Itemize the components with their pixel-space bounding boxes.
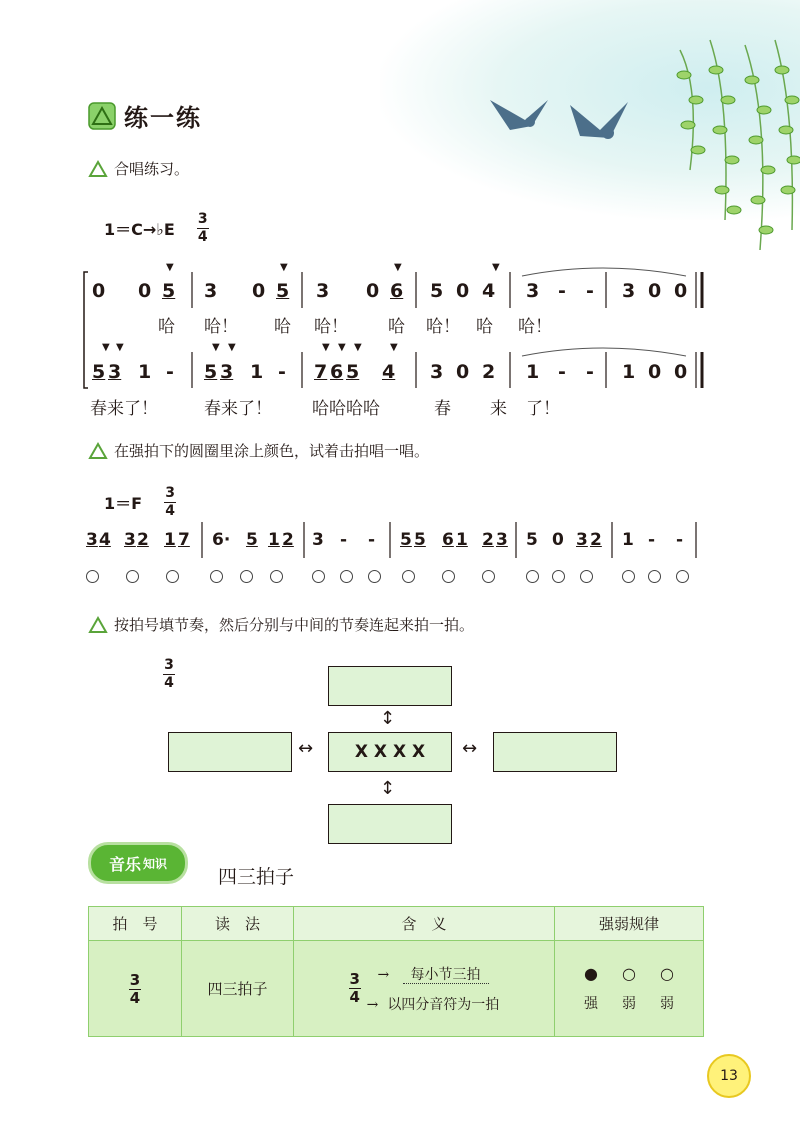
beat-circle[interactable] [166,570,179,583]
arrow-left-right-icon: ↔ [298,738,314,759]
time-signature-table [88,906,704,1037]
note: 4 [382,361,396,383]
note: 3 [312,530,324,550]
beat-circle[interactable] [270,570,283,583]
lyrics-line-1 [92,312,712,336]
arrow-up-down-icon: ↕ [380,778,396,799]
lyric: 哈！ [314,317,348,337]
note: 0 [138,280,152,302]
center-rhythm: X X X X [354,742,426,762]
note: 5 [400,530,412,550]
header-cell: 读 法 [182,907,294,941]
exercise-2-melody [86,530,706,560]
arrow-up-down-icon: ↕ [380,708,396,729]
note: 1 [268,530,280,550]
lyric: 春来了！ [90,399,158,419]
lyric: 哈 [476,317,493,337]
note: 0 [552,530,564,550]
note: 5 [246,530,258,550]
rhythm-box-top[interactable] [328,666,452,706]
note: 3 [496,530,508,550]
triangle-instrument-icon [88,159,108,179]
note: 2 [482,530,494,550]
bird-icon [570,102,628,139]
note: 5 [276,280,290,302]
note: 3 [316,280,330,302]
header-cell: 含 义 [294,907,555,941]
lyric: 哈 [158,317,175,337]
note: - [586,361,594,383]
note: 0 [674,361,688,383]
svg-text:▼: ▼ [102,342,110,353]
beat-circle[interactable] [676,570,689,583]
beat-circle[interactable] [526,570,539,583]
header-cell: 拍 号 [89,907,182,941]
note: 4 [482,280,496,302]
note: 3 [576,530,588,550]
rhythm-box-center [328,732,452,772]
note: 5 [526,530,538,550]
section-header [88,98,202,133]
music-knowledge-badge: 音乐 知识 [88,842,188,884]
bird-icon [490,100,548,130]
note: - [166,361,174,383]
time-signature: 3 4 [165,485,175,519]
note: 1 [164,530,176,550]
lyric: 哈！ [518,317,552,337]
note: - [676,530,684,550]
reading-cell: 四三拍子 [182,941,294,1037]
beat-circle[interactable] [402,570,415,583]
note: - [648,530,656,550]
note: 2 [482,361,496,383]
beat-circle[interactable] [340,570,353,583]
note: 3 [204,280,218,302]
beat-circle[interactable] [442,570,455,583]
beat-circle[interactable] [580,570,593,583]
lyrics-line-2 [90,394,710,418]
note: 0 [648,280,662,302]
note: 1 [526,361,540,383]
willow-and-birds-illustration [470,30,800,260]
note: 3 [220,361,234,383]
knowledge-title: 四三拍子 [218,866,295,888]
rhythm-box-bottom[interactable] [328,804,452,844]
sig-cell: $\frac{3}{4}$ [89,941,182,1037]
note: 5 [204,361,218,383]
svg-text:▼: ▼ [354,342,362,353]
note: 7 [178,530,190,550]
note: 7 [314,361,328,383]
note: 5 [92,361,106,383]
note: 1 [250,361,264,383]
note: 0 [456,280,470,302]
note: 3 [86,530,98,550]
note: 0 [648,361,662,383]
triangle-badge-icon [88,102,116,130]
note: 3 [430,361,444,383]
lyric: 春 [434,399,451,419]
note: 6· [212,530,231,550]
note: 3 [124,530,136,550]
svg-text:▼: ▼ [322,342,330,353]
note: 0 [366,280,380,302]
note: 6 [390,280,404,302]
header-cell: 强弱规律 [555,907,704,941]
triangle-instrument-icon [88,615,108,635]
score-line-1 [92,280,712,306]
note: 6 [442,530,454,550]
page-number: 13 [707,1054,751,1098]
pattern-cell: ● ○ ○ 强 弱 弱 [555,941,704,1037]
time-signature: 3 4 [197,211,208,245]
key-label: 1＝F [104,494,143,513]
exercise-2-key-signature [104,486,176,519]
arrow-left-right-icon: ↔ [462,738,478,759]
section-title: 练一练 [124,104,202,132]
note: 3 [108,361,122,383]
note: 1 [138,361,152,383]
note: - [586,280,594,302]
svg-text:▼: ▼ [394,262,402,273]
note: 5 [162,280,176,302]
beat-circle[interactable] [622,570,635,583]
note: 3 [622,280,636,302]
note: 0 [252,280,266,302]
lyric: 哈哈哈哈 [312,399,380,419]
beat-circle[interactable] [368,570,381,583]
rhythm-box-left[interactable] [168,732,292,772]
note: 5 [346,361,360,383]
note: 1 [622,530,634,550]
note: 2 [590,530,602,550]
score-line-2 [92,361,712,387]
rhythm-box-right[interactable] [493,732,617,772]
lyric: 了！ [526,399,560,419]
note: 6 [330,361,344,383]
svg-text:▼: ▼ [212,342,220,353]
key-label: 1＝C→♭E [104,220,175,239]
note: 0 [92,280,106,302]
note: 5 [430,280,444,302]
svg-text:▼: ▼ [280,262,288,273]
triangle-instrument-icon [88,441,108,461]
lyric: 春来了！ [204,399,272,419]
exercise-1-instruction: 合唱练习。 [88,158,189,179]
note: - [340,530,348,550]
lyric: 哈 [274,317,291,337]
beat-circle[interactable] [648,570,661,583]
note: - [558,361,566,383]
beat-circle[interactable] [482,570,495,583]
note: 2 [137,530,149,550]
svg-text:▼: ▼ [166,262,174,273]
beat-circle[interactable] [312,570,325,583]
note: - [368,530,376,550]
meaning-cell: 3 4 → 每小节三拍 → 以四分音符为一拍 [294,941,555,1037]
note: 0 [456,361,470,383]
beat-circle[interactable] [126,570,139,583]
note: - [558,280,566,302]
svg-text:▼: ▼ [338,342,346,353]
exercise-1-key-signature [104,212,209,245]
note: 3 [526,280,540,302]
lyric: 哈！ [204,317,238,337]
note: 0 [674,280,688,302]
beat-circle[interactable] [86,570,99,583]
svg-text:▼: ▼ [390,342,398,353]
note: 2 [282,530,294,550]
note: - [278,361,286,383]
exercise-3-instruction: 按拍号填节奏，然后分别与中间的节奏连起来拍一拍。 [88,614,474,635]
lyric: 哈 [388,317,405,337]
svg-text:▼: ▼ [116,342,124,353]
beat-circle[interactable] [210,570,223,583]
svg-text:▼: ▼ [492,262,500,273]
lyric: 来 [490,399,507,419]
exercise-2-instruction: 在强拍下的圆圈里涂上颜色，试着击拍唱一唱。 [88,440,429,461]
exercise-3-time-signature: 3 4 [164,657,174,691]
note: 5 [414,530,426,550]
note: 4 [99,530,111,550]
note: 1 [622,361,636,383]
beat-circle[interactable] [552,570,565,583]
lyric: 哈！ [426,317,460,337]
note: 1 [456,530,468,550]
beat-circle[interactable] [240,570,253,583]
svg-text:▼: ▼ [228,342,236,353]
